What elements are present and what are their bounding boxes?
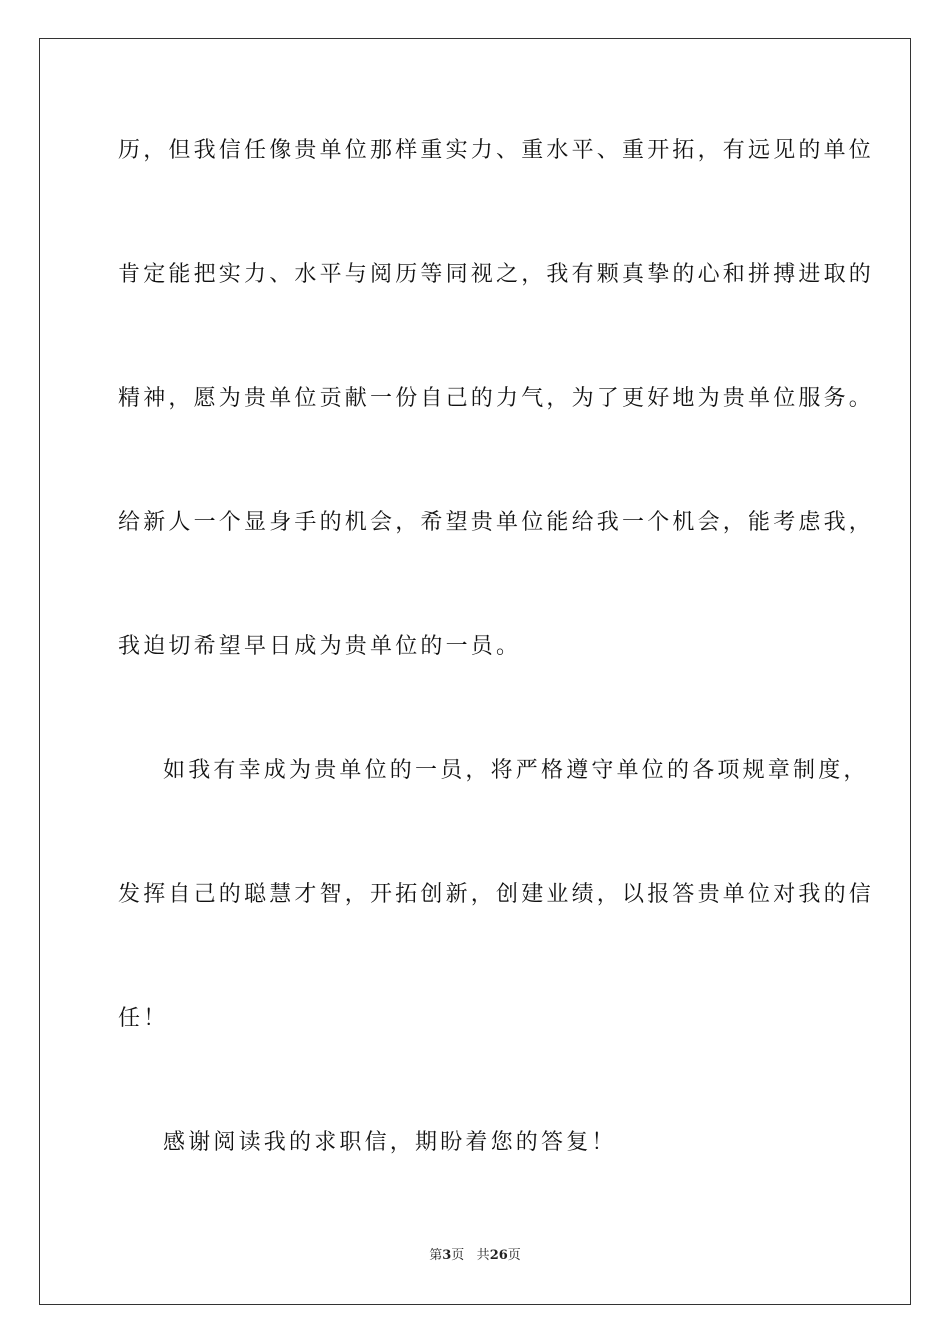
page-number: 3 [442, 1248, 452, 1263]
body-line-7: 发挥自己的聪慧才智，开拓创新，创建业绩，以报答贵单位对我的信 [118, 882, 875, 907]
page-prefix: 第 [429, 1248, 443, 1263]
body-line-3: 精神，愿为贵单位贡献一份自己的力气，为了更好地为贵单位服务。 [118, 386, 875, 411]
body-line-8: 任！ [118, 1006, 169, 1031]
body-line-5: 我迫切希望早日成为贵单位的一员。 [118, 634, 522, 659]
page-frame [39, 38, 911, 1305]
total-prefix: 共 [476, 1248, 490, 1263]
total-pages: 26 [489, 1248, 508, 1263]
page-suffix: 页 [451, 1248, 465, 1263]
body-line-1: 历，但我信任像贵单位那样重实力、重水平、重开拓，有远见的单位 [118, 138, 875, 163]
body-line-4: 给新人一个显身手的机会，希望贵单位能给我一个机会，能考虑我， [118, 510, 875, 535]
page-footer [0, 1247, 950, 1265]
body-line-2: 肯定能把实力、水平与阅历等同视之，我有颗真挚的心和拼搏进取的 [118, 262, 875, 287]
body-line-9: 感谢阅读我的求职信，期盼着您的答复！ [163, 1130, 617, 1155]
body-line-6: 如我有幸成为贵单位的一员，将严格遵守单位的各项规章制度， [163, 758, 869, 783]
total-suffix: 页 [507, 1248, 521, 1263]
